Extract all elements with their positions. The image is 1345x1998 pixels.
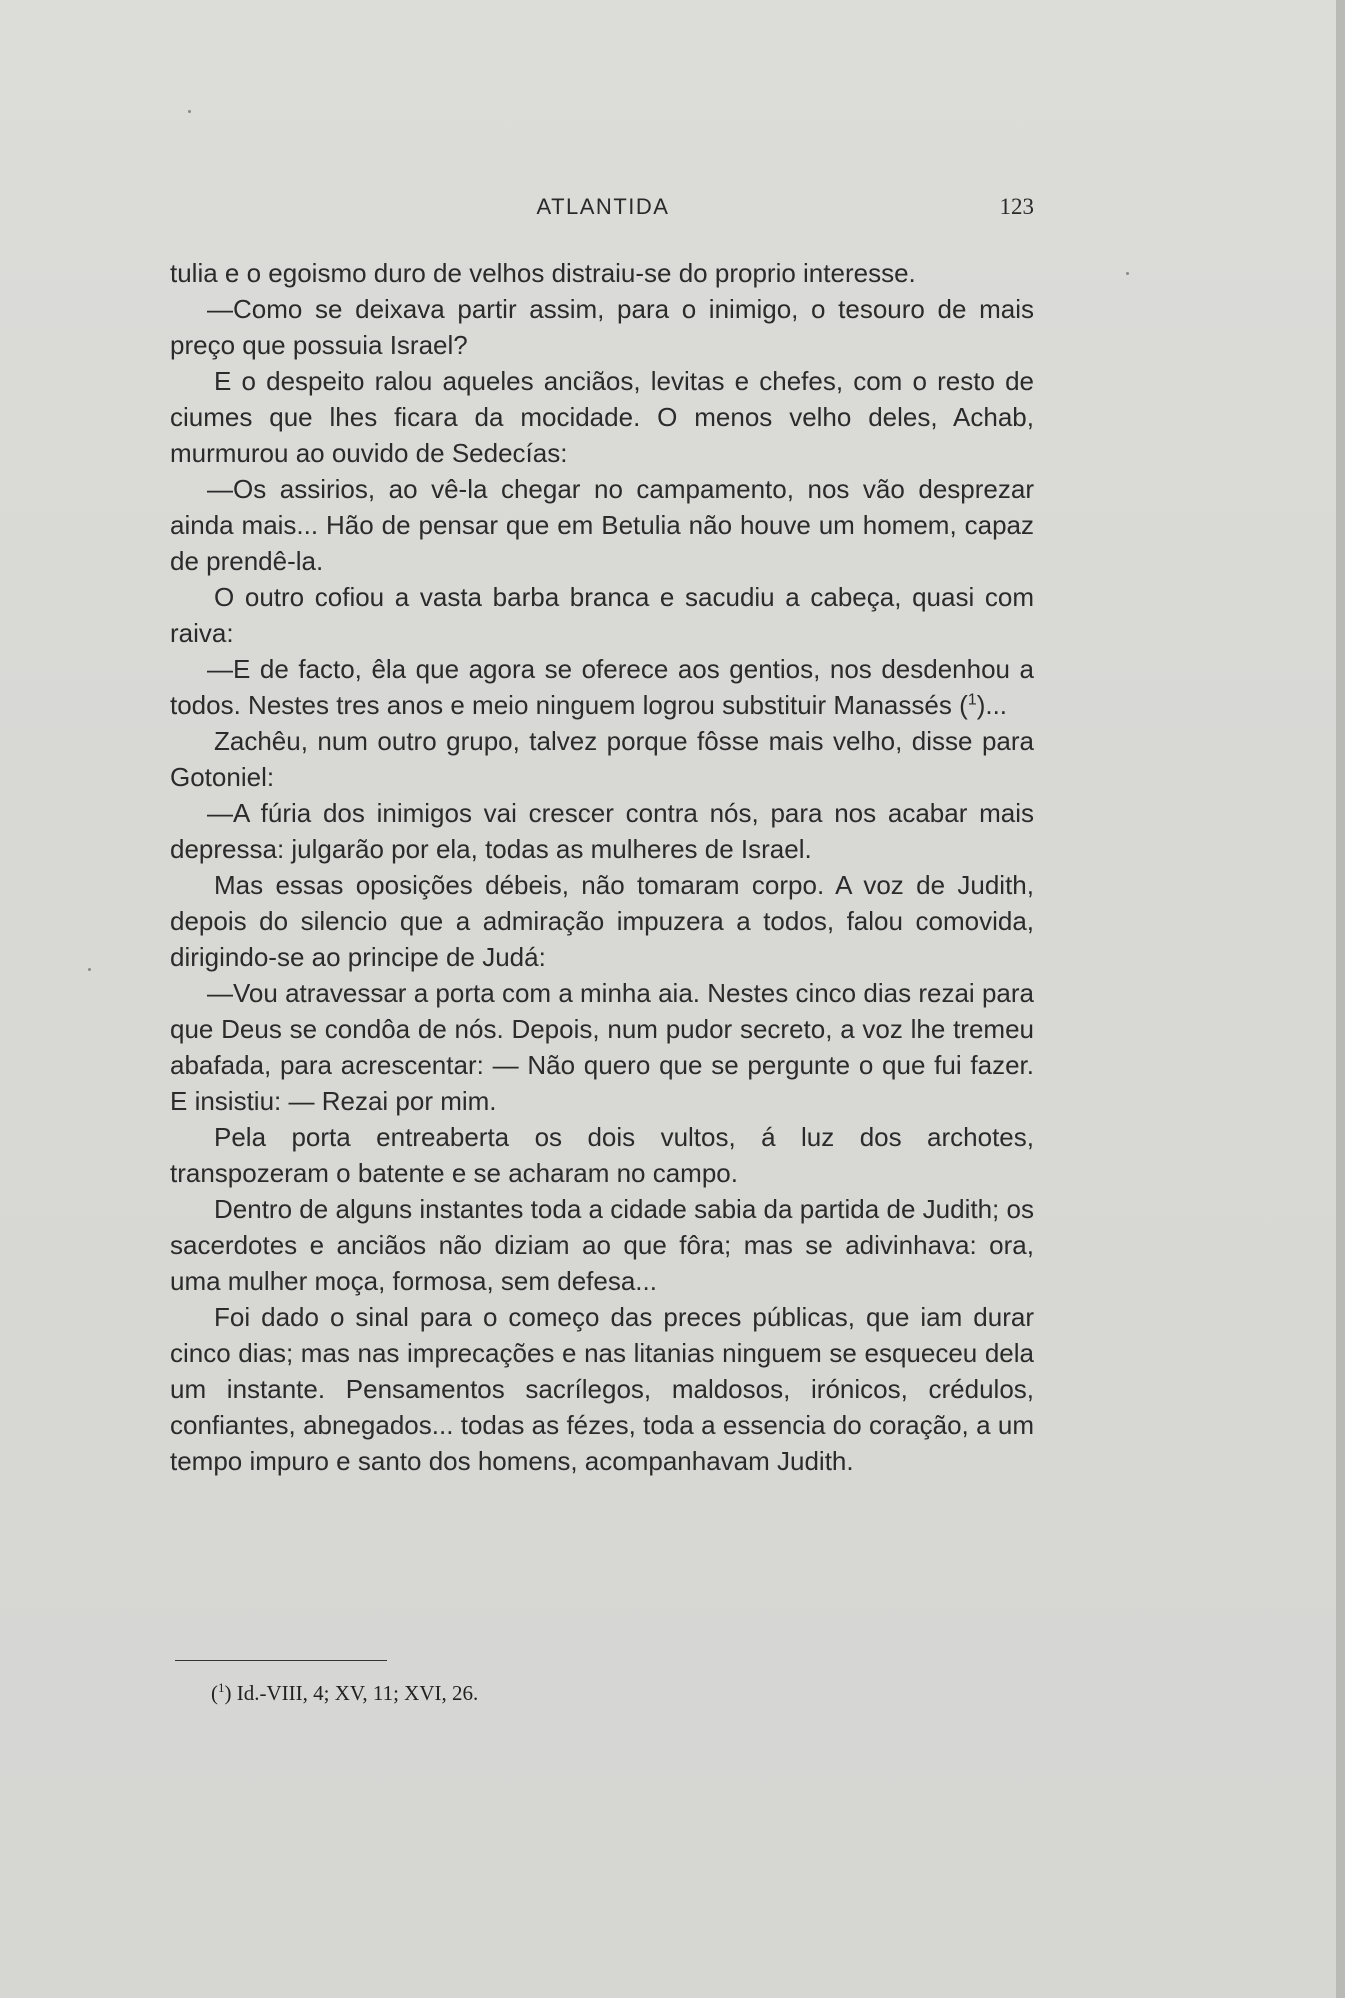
dialogue-paragraph: —A fúria dos inimigos vai crescer contra nós, para nos acabar mais depressa: julgarão por ela, todas as mulheres de Israel.: [170, 798, 1034, 864]
page-number: 123: [999, 194, 1034, 219]
footnote-text: Id.-VIII, 4; XV, 11; XVI, 26.: [231, 1681, 479, 1705]
footnote-marker-open: (: [211, 1681, 218, 1705]
body-text: [170, 255, 1034, 1479]
paragraph: O outro cofiou a vasta barba branca e sacudiu a cabeça, quasi com raiva:: [170, 582, 1034, 648]
running-header: [168, 194, 1038, 224]
dialogue-paragraph: —Os assirios, ao vê-la chegar no campamento, nos vão desprezar ainda mais... Hão de pensar que em Betulia não houve um homem, capaz de prendê-la.: [170, 474, 1034, 576]
dialogue-paragraph: —Como se deixava partir assim, para o inimigo, o tesouro de mais preço que possuia Israel?: [170, 294, 1034, 360]
footnote: [211, 1681, 478, 1706]
paragraph: Dentro de alguns instantes toda a cidade sabia da partida de Judith; os sacerdotes e anciãos não diziam ao que fôra; mas se adivinhava: ora, uma mulher moça, formosa, sem defesa...: [170, 1194, 1034, 1296]
footnote-marker-close: ): [224, 1681, 232, 1705]
paragraph-text: )...: [976, 690, 1008, 720]
paragraph-text: —E de facto, êla que agora se oferece aos gentios, nos desdenhou a todos. Nestes tres anos e meio ninguem logrou substituir Manassés (: [170, 654, 1034, 720]
footnote-marker: 1: [218, 1680, 225, 1696]
page-edge: [1336, 0, 1345, 1998]
paper-speck: [188, 110, 191, 113]
footnote-rule: [175, 1660, 387, 1661]
paragraph: Foi dado o sinal para o começo das preces públicas, que iam durar cinco dias; mas nas imprecações e nas litanias ninguem se esqueceu dela um instante. Pensamentos sacrílegos, maldosos, irónicos, crédulos, confiantes, abnegados... todas as fézes, toda a essencia do coração, a um tempo impuro e santo dos homens, acompanhavam Judith.: [170, 1302, 1034, 1476]
paragraph: E o despeito ralou aqueles anciãos, levitas e chefes, com o resto de ciumes que lhes ficara da mocidade. O menos velho deles, Achab, murmurou ao ouvido de Sedecías:: [170, 366, 1034, 468]
paragraph: Zachêu, num outro grupo, talvez porque fôsse mais velho, disse para Gotoniel:: [170, 726, 1034, 792]
paragraph: Mas essas oposições débeis, não tomaram corpo. A voz de Judith, depois do silencio que a admiração impuzera a todos, falou comovida, dirigindo-se ao principe de Judá:: [170, 870, 1034, 972]
paragraph: Pela porta entreaberta os dois vultos, á luz dos archotes, transpozeram o batente e se acharam no campo.: [170, 1122, 1034, 1188]
dialogue-paragraph: [170, 651, 1034, 723]
footnote-reference: 1: [967, 690, 977, 709]
paragraph: tulia e o egoismo duro de velhos distraiu-se do proprio interesse.: [170, 258, 916, 288]
running-title: ATLANTIDA: [536, 194, 670, 219]
paper-speck: [1126, 272, 1129, 275]
paper-speck: [88, 968, 91, 971]
dialogue-paragraph: —Vou atravessar a porta com a minha aia. Nestes cinco dias rezai para que Deus se condôa de nós. Depois, num pudor secreto, a voz lhe tremeu abafada, para acrescentar: — Não quero que se pergunte o que fui fazer. E insistiu: — Rezai por mim.: [170, 978, 1034, 1116]
